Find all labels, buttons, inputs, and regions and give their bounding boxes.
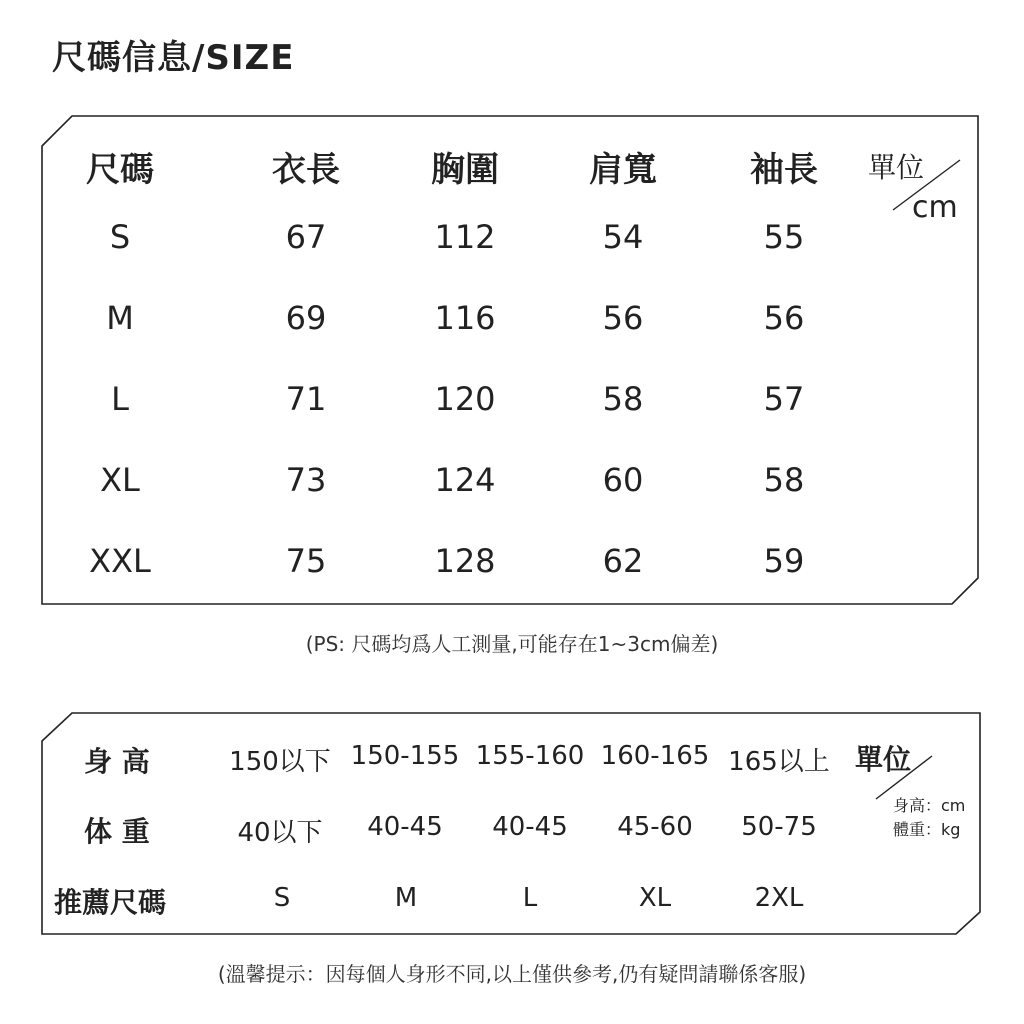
table-cell: 57 xyxy=(763,380,805,418)
table-cell: 54 xyxy=(602,218,644,256)
table-cell: 2XL xyxy=(754,883,804,913)
weight-unit: 體重：kg xyxy=(893,820,961,839)
size-table-frame xyxy=(42,116,978,604)
table-cell: 75 xyxy=(285,542,327,580)
table-cell: L xyxy=(111,380,129,418)
header-sleeve: 袖長 xyxy=(750,150,818,190)
height-unit: 身高：cm xyxy=(893,796,966,815)
table-cell: 58 xyxy=(602,380,644,418)
header-size: 尺碼 xyxy=(86,150,154,190)
table-cell: XXL xyxy=(89,542,151,580)
table-cell: 155-160 xyxy=(475,741,585,771)
table-cell: 160-165 xyxy=(600,741,710,771)
table-cell: 45-60 xyxy=(617,812,693,842)
table-cell: XL xyxy=(100,461,140,499)
table-cell: 112 xyxy=(434,218,496,256)
table-cell: 165以上 xyxy=(728,747,830,777)
weight-label: 体 重 xyxy=(84,815,150,848)
tip-note: (溫馨提示：因每個人身形不同,以上僅供參考,仍有疑問請聯係客服) xyxy=(217,962,807,986)
table-cell: 40以下 xyxy=(237,818,323,848)
table-cell: 62 xyxy=(602,542,644,580)
header-length: 衣長 xyxy=(272,150,340,190)
table-cell: 40-45 xyxy=(367,812,443,842)
table-cell: S xyxy=(109,218,131,256)
table-cell: 56 xyxy=(602,299,644,337)
table-cell: 55 xyxy=(763,218,805,256)
table-cell: 120 xyxy=(434,380,496,418)
table-cell: 73 xyxy=(285,461,327,499)
table-cell: L xyxy=(522,883,538,913)
table-cell: 150-155 xyxy=(350,741,460,771)
table-cell: 67 xyxy=(285,218,327,256)
table-cell: XL xyxy=(638,883,672,913)
table-cell: 69 xyxy=(285,299,327,337)
recommend-unit-label: 單位 xyxy=(855,743,912,776)
table-cell: 56 xyxy=(763,299,805,337)
recommended-size-label: 推薦尺碼 xyxy=(54,886,167,919)
height-label: 身 高 xyxy=(84,745,150,778)
table-cell: 71 xyxy=(285,380,327,418)
ps-note: (PS: 尺碼均爲人工測量,可能存在1~3cm偏差) xyxy=(305,632,719,656)
table-cell: M xyxy=(394,883,418,913)
size-unit-value: cm xyxy=(912,190,958,225)
table-cell: 60 xyxy=(602,461,644,499)
table-cell: 59 xyxy=(763,542,805,580)
table-cell: 40-45 xyxy=(492,812,568,842)
table-cell: 116 xyxy=(434,299,496,337)
table-cell: 124 xyxy=(434,461,496,499)
header-chest: 胸圍 xyxy=(431,150,499,190)
table-cell: 128 xyxy=(434,542,496,580)
table-cell: 50-75 xyxy=(741,812,817,842)
table-cell: 150以下 xyxy=(229,747,331,777)
header-shoulder: 肩寬 xyxy=(589,150,657,190)
table-cell: M xyxy=(106,299,134,337)
page-title: 尺碼信息/SIZE xyxy=(52,38,295,78)
table-cell: 58 xyxy=(763,461,805,499)
table-cell: S xyxy=(273,883,291,913)
size-unit-label: 單位 xyxy=(868,151,925,184)
